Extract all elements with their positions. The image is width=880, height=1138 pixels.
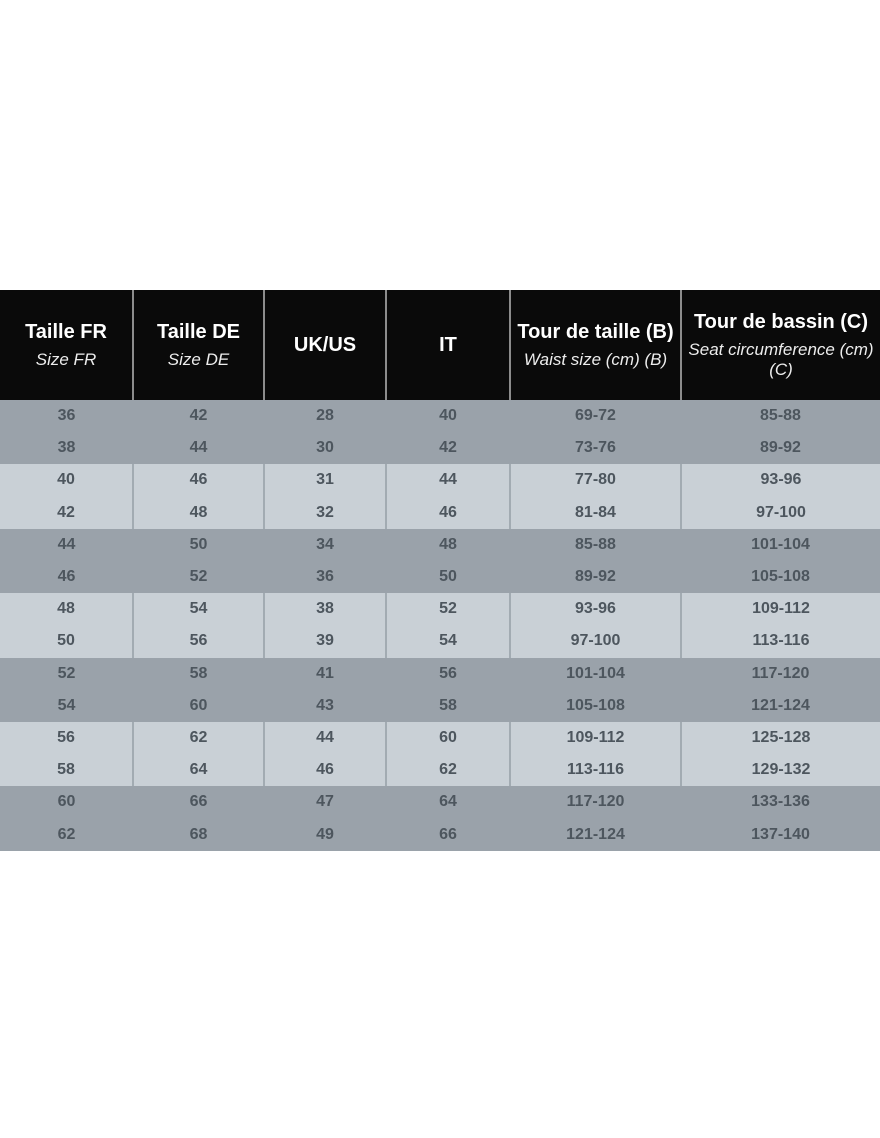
column-header-taille-de <box>133 290 264 400</box>
size-cell: 50 <box>133 529 264 561</box>
column-header-taille-fr <box>0 290 133 400</box>
size-cell: 49 <box>264 818 386 850</box>
size-cell: 66 <box>386 818 510 850</box>
size-table-body <box>0 400 880 851</box>
size-cell: 97-100 <box>681 497 880 529</box>
size-cell: 121-124 <box>681 690 880 722</box>
size-cell: 28 <box>264 400 386 432</box>
size-cell: 105-108 <box>510 690 681 722</box>
table-row <box>0 690 880 722</box>
size-cell: 41 <box>264 658 386 690</box>
header-sub-label: Waist size (cm) (B) <box>523 349 668 369</box>
size-cell: 137-140 <box>681 818 880 850</box>
size-cell: 36 <box>0 400 133 432</box>
size-cell: 54 <box>386 625 510 657</box>
size-cell: 50 <box>0 625 133 657</box>
size-cell: 58 <box>133 658 264 690</box>
size-cell: 58 <box>386 690 510 722</box>
size-conversion-table <box>0 290 880 851</box>
size-cell: 113-116 <box>681 625 880 657</box>
header-sub-label: Size DE <box>167 349 230 369</box>
size-cell: 44 <box>0 529 133 561</box>
size-cell: 38 <box>264 593 386 625</box>
size-cell: 52 <box>0 658 133 690</box>
size-cell: 44 <box>133 432 264 464</box>
size-cell: 50 <box>386 561 510 593</box>
size-cell: 36 <box>264 561 386 593</box>
column-header-uk-us <box>264 290 386 400</box>
size-cell: 46 <box>133 464 264 496</box>
size-cell: 46 <box>386 497 510 529</box>
size-cell: 133-136 <box>681 786 880 818</box>
size-cell: 43 <box>264 690 386 722</box>
size-cell: 48 <box>0 593 133 625</box>
size-cell: 93-96 <box>510 593 681 625</box>
header-main-label: Taille DE <box>157 320 240 343</box>
size-cell: 54 <box>0 690 133 722</box>
size-cell: 40 <box>386 400 510 432</box>
header-sub-label: Size FR <box>35 349 97 369</box>
size-cell: 39 <box>264 625 386 657</box>
table-row <box>0 593 880 625</box>
column-header-it <box>386 290 510 400</box>
size-cell: 46 <box>0 561 133 593</box>
table-row <box>0 529 880 561</box>
table-row <box>0 786 880 818</box>
size-cell: 97-100 <box>510 625 681 657</box>
size-cell: 42 <box>386 432 510 464</box>
size-cell: 121-124 <box>510 818 681 850</box>
size-cell: 66 <box>133 786 264 818</box>
size-cell: 42 <box>133 400 264 432</box>
size-cell: 73-76 <box>510 432 681 464</box>
size-cell: 109-112 <box>510 722 681 754</box>
size-cell: 60 <box>0 786 133 818</box>
table-row <box>0 464 880 496</box>
size-cell: 58 <box>0 754 133 786</box>
header-main-label: Taille FR <box>25 320 107 343</box>
size-cell: 109-112 <box>681 593 880 625</box>
size-cell: 77-80 <box>510 464 681 496</box>
size-cell: 117-120 <box>681 658 880 690</box>
size-cell: 89-92 <box>510 561 681 593</box>
size-cell: 129-132 <box>681 754 880 786</box>
size-cell: 101-104 <box>510 658 681 690</box>
table-row <box>0 497 880 529</box>
table-row <box>0 754 880 786</box>
size-cell: 40 <box>0 464 133 496</box>
table-row <box>0 625 880 657</box>
table-header <box>0 290 880 400</box>
size-cell: 64 <box>386 786 510 818</box>
size-cell: 85-88 <box>681 400 880 432</box>
size-cell: 89-92 <box>681 432 880 464</box>
column-header-seat <box>681 290 880 400</box>
header-main-label: Tour de bassin (C) <box>693 310 869 333</box>
size-cell: 32 <box>264 497 386 529</box>
table-row <box>0 818 880 850</box>
size-cell: 56 <box>133 625 264 657</box>
size-cell: 69-72 <box>510 400 681 432</box>
size-cell: 81-84 <box>510 497 681 529</box>
size-cell: 101-104 <box>681 529 880 561</box>
header-main-label: IT <box>439 334 457 356</box>
table-row <box>0 432 880 464</box>
size-cell: 46 <box>264 754 386 786</box>
size-cell: 68 <box>133 818 264 850</box>
size-cell: 62 <box>0 818 133 850</box>
size-cell: 38 <box>0 432 133 464</box>
table-row <box>0 722 880 754</box>
size-cell: 85-88 <box>510 529 681 561</box>
size-cell: 56 <box>386 658 510 690</box>
size-cell: 31 <box>264 464 386 496</box>
size-cell: 117-120 <box>510 786 681 818</box>
size-chart <box>0 290 880 851</box>
size-cell: 44 <box>386 464 510 496</box>
size-cell: 60 <box>133 690 264 722</box>
size-cell: 56 <box>0 722 133 754</box>
size-cell: 54 <box>133 593 264 625</box>
size-cell: 113-116 <box>510 754 681 786</box>
table-row <box>0 658 880 690</box>
size-cell: 62 <box>386 754 510 786</box>
size-cell: 47 <box>264 786 386 818</box>
size-cell: 30 <box>264 432 386 464</box>
size-cell: 52 <box>133 561 264 593</box>
size-cell: 64 <box>133 754 264 786</box>
column-header-waist <box>510 290 681 400</box>
size-cell: 44 <box>264 722 386 754</box>
size-cell: 93-96 <box>681 464 880 496</box>
size-cell: 34 <box>264 529 386 561</box>
header-main-label: Tour de taille (B) <box>517 320 674 343</box>
size-cell: 60 <box>386 722 510 754</box>
size-cell: 52 <box>386 593 510 625</box>
size-cell: 48 <box>133 497 264 529</box>
header-row <box>0 290 880 400</box>
header-main-label: UK/US <box>293 334 357 356</box>
size-cell: 125-128 <box>681 722 880 754</box>
header-sub-label: Seat circumference (cm) (C) <box>688 339 874 379</box>
table-row <box>0 400 880 432</box>
size-cell: 48 <box>386 529 510 561</box>
table-row <box>0 561 880 593</box>
size-cell: 105-108 <box>681 561 880 593</box>
size-cell: 42 <box>0 497 133 529</box>
size-cell: 62 <box>133 722 264 754</box>
